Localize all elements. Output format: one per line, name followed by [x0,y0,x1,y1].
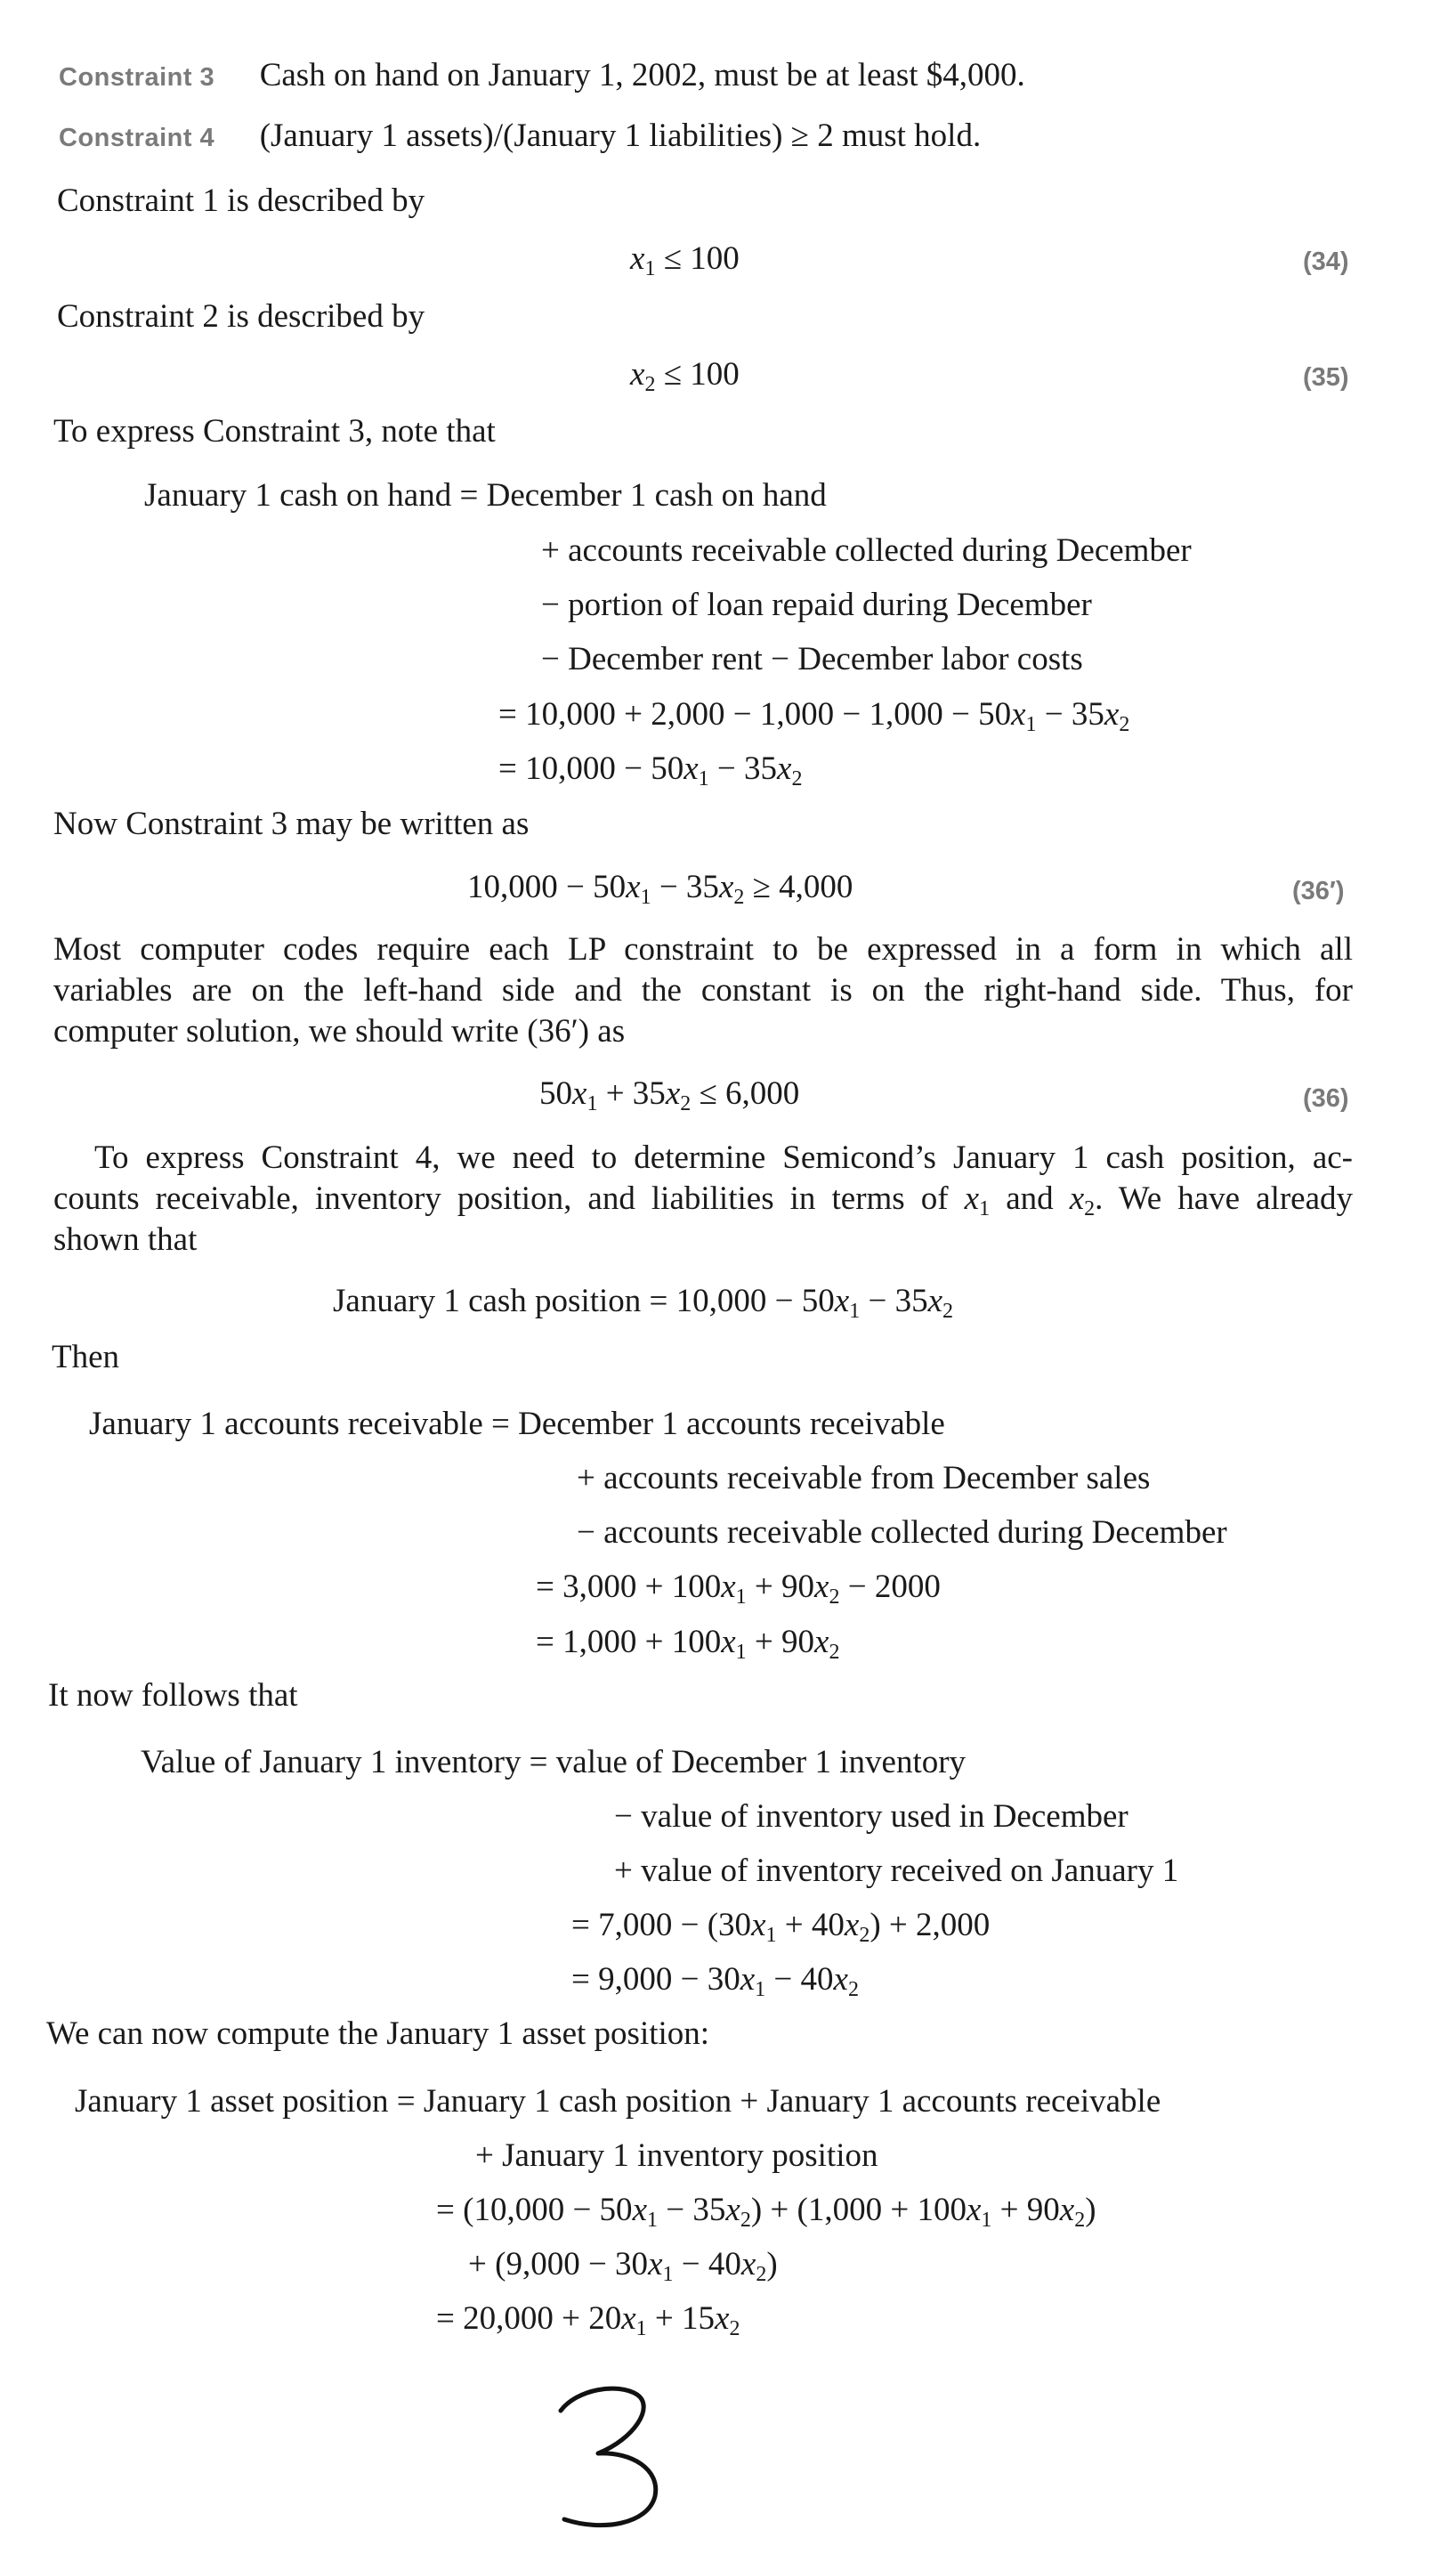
cash-position-equation: January 1 cash position = $10,000 - 50x_1 - 35x_2$ [333,1283,954,1323]
inequality-34: $x_1 \le 100$ [630,240,740,280]
constraint-3-express-intro: To express Constraint 3, note that [53,413,496,450]
constraint-2-intro: Constraint 2 is described by [57,298,425,335]
inequality-35: $x_2 \le 100$ [630,356,740,396]
equation-number-35: (35) [1303,363,1349,392]
constraint-4-label: Constraint 4 [59,124,215,152]
then-label: Then [52,1339,120,1375]
constraint-1-intro: Constraint 1 is described by [57,182,425,219]
equation-number-36-prime: (36′) [1292,877,1345,905]
inequality-36-prime: $10,000 - 50x_1 - 35x_2 \ge 4,000$ [467,869,853,909]
asset-derivation-line-2: + January 1 inventory position [475,2137,878,2174]
asset-derivation-line-5: = $20,000 + 20x_1 + 15x_2$ [436,2300,740,2340]
inventory-derivation-line-3: + value of inventory received on January 1 [614,1853,1179,1889]
ar-derivation-line-2: + accounts receivable from December sales [577,1460,1151,1496]
constraint-3-label: Constraint 3 [59,63,215,92]
paragraph-lp-form: Most computer codes require each LP constraint to be expressed in a form in which all variables are on the left-hand side and the constant is on the right-hand side. Thus, for computer solution, we should write (36′) as [53,931,1353,1050]
paragraph-constraint-4: To express Constraint 4, we need to determine Semicond’s January 1 cash position, ac- counts receivable, inventory position, and liabilities in terms of $x_1$ and $x_2$. We have already shown that [53,1139,1354,1258]
equation-number-34: (34) [1303,247,1349,276]
ar-derivation-line-5: = $1,000 + 100x_1 + 90x_2$ [536,1624,840,1664]
inventory-derivation-line-5: = $9,000 - 30x_1 - 40x_2$ [571,1961,859,2001]
ar-derivation-lhs: January 1 accounts receivable = December 1 accounts receivable [89,1406,945,1442]
cash-derivation-line-6: = $10,000 - 50x_1 - 35x_2$ [498,750,803,791]
constraint-3-text: Cash on hand on January 1, 2002, must be at least $4,000. [259,57,1025,93]
cash-derivation-lhs: January 1 cash on hand = December 1 cash on hand [144,477,827,514]
follows-label: It now follows that [48,1677,298,1714]
asset-position-intro: We can now compute the January 1 asset position: [46,2015,710,2052]
constraint-3-written-intro: Now Constraint 3 may be written as [53,806,530,842]
constraint-4-text: (January 1 assets)/(January 1 liabilities) ≥ 2 must hold. [259,118,982,154]
constraint-4-row [59,119,981,152]
cash-derivation-line-2: + accounts receivable collected during December [541,532,1192,569]
ar-derivation-line-3: − accounts receivable collected during December [577,1514,1227,1551]
asset-derivation-lhs: January 1 asset position = January 1 cash position + January 1 accounts receivable [75,2083,1161,2120]
ar-derivation-line-4: = $3,000 + 100x_1 + 90x_2 - 2000$ [536,1569,941,1609]
cash-derivation-line-4: − December rent − December labor costs [541,641,1083,677]
asset-derivation-line-3: = $(10,000 - 50x_1 - 35x_2) + (1,000 + 100x_1 + 90x_2)$ [436,2192,1096,2232]
cash-derivation-line-3: − portion of loan repaid during December [541,587,1092,623]
inventory-derivation-lhs: Value of January 1 inventory = value of December 1 inventory [141,1744,967,1780]
asset-derivation-line-4: + $(9,000 - 30x_1 - 40x_2)$ [468,2246,778,2286]
constraint-3-row [59,59,1025,92]
inventory-derivation-line-4: = $7,000 - (30x_1 + 40x_2) + 2,000$ [571,1907,991,1947]
inventory-derivation-line-2: − value of inventory used in December [614,1798,1128,1835]
handwritten-page-number [550,2377,675,2537]
inequality-36: $50x_1 + 35x_2 \le 6,000$ [539,1075,800,1115]
equation-number-36: (36) [1303,1084,1349,1113]
cash-derivation-line-5: = $10,000 + 2,000 - 1,000 - 1,000 - 50x_1 - 35x_2$ [498,696,1130,736]
